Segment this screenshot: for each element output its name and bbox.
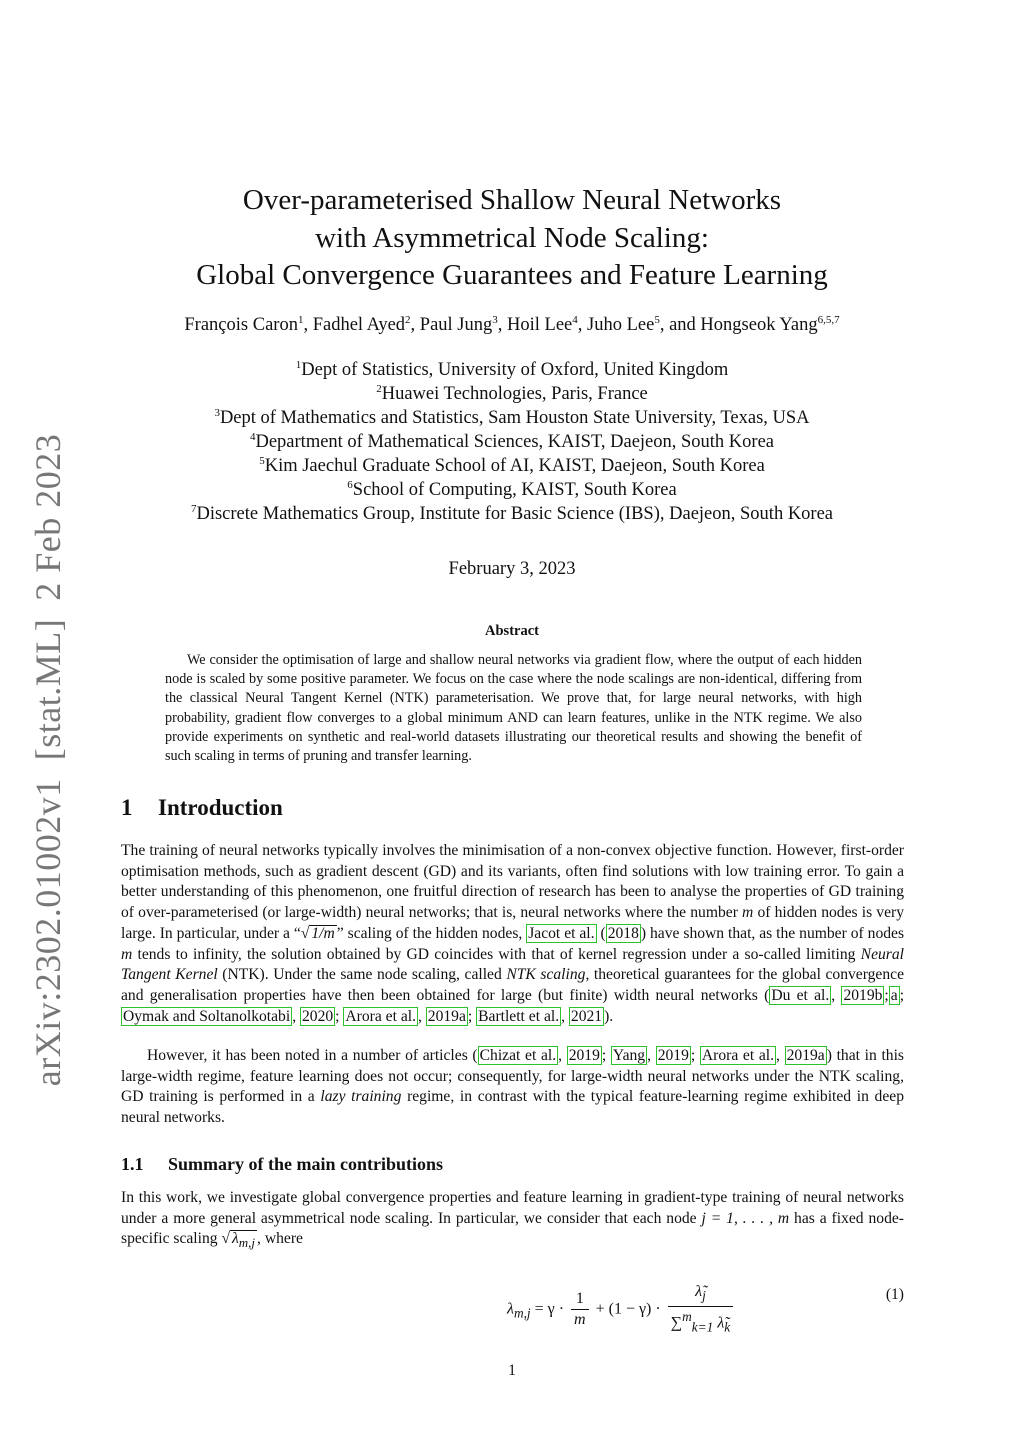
frac-denominator (668, 1307, 733, 1338)
citation-link[interactable]: 2021 (570, 1007, 603, 1025)
text-run: ) that in this large-width regime, feature learning does not occur; consequently, for large-width neural networks under the NTK scaling, GD training is performed in a (121, 1047, 904, 1106)
text-run: tends to infinity, the solution obtained by GD coincides with that of kernel regression under a so-called limiting (132, 945, 861, 963)
sqrt-icon: √ (221, 1230, 231, 1248)
abstract-heading: Abstract (485, 623, 539, 639)
equation-number: (1) (885, 1286, 904, 1303)
eq-lambda-tilde: λ̃ (713, 1314, 725, 1332)
text-run: However, it has been noted in a number of articles ( (147, 1047, 478, 1064)
citation-link[interactable]: Yang (612, 1047, 646, 1064)
math-sub: m,j (238, 1235, 256, 1251)
affil-text: School of Computing, KAIST, South Korea (352, 480, 677, 500)
eq-lambda-tilde: λ̃ (695, 1283, 703, 1300)
affiliation (0, 382, 1024, 406)
affil-text: Discrete Mathematics Group, Institute for Basic Science (IBS), Daejeon, South Korea (196, 504, 834, 524)
text-run: ). (604, 1007, 614, 1025)
math-sqrt (230, 1230, 257, 1250)
affil-text: Huawei Technologies, Paris, France (381, 384, 648, 404)
citation-link[interactable]: 2019 (568, 1047, 600, 1064)
text-run: (NTK). Under the same node scaling, called (217, 966, 507, 984)
eq-lhs-sub: m,j (513, 1305, 531, 1321)
citation-link[interactable]: Bartlett et al. (478, 1007, 560, 1025)
author-sep: , (303, 315, 313, 335)
frac-numerator (668, 1282, 733, 1307)
citation-link[interactable]: 2018 (607, 924, 639, 942)
text-run: has a fixed node-specific scaling (121, 1209, 904, 1248)
author-affil-sup: 6,5,7 (817, 314, 840, 326)
math-sqrt: 1/m (311, 924, 335, 942)
author-sep: , and (659, 315, 701, 335)
text-run: ” scaling of the hidden nodes, (336, 924, 527, 942)
affiliation (0, 454, 1024, 478)
eq-sup: m (682, 1309, 692, 1325)
sum-icon: ∑ (670, 1314, 683, 1332)
intro-paragraph-2: However, it has been noted in a number of articles ( Chizat et al. , 2019 ; Yang , 2019 ; Arora et al. , 2019a ) that in this large-width regime, feature learning does not occur; consequently, for large-width neural networks under the NTK scaling, GD training is performed in a lazy training regime, in contrast with the typical feature-learning regime exhibited in deep neural networks. (121, 1047, 904, 1127)
affiliation (0, 406, 1024, 430)
citation-link[interactable]: 2019a (427, 1007, 466, 1025)
text-run: In this work, we investigate global convergence properties and feature learning in gradient-type training of neural networks under a more general asymmetrical node scaling. In particular, we consider that each node (121, 1189, 904, 1227)
math-m: m (742, 904, 754, 922)
section-heading (121, 795, 283, 821)
text-run: regime, in contrast with the typical feature-learning regime exhibited in deep neural networks. (121, 1088, 904, 1127)
citation-link[interactable]: 2019 (657, 1047, 689, 1064)
eq-lhs: λ (507, 1300, 514, 1318)
author-affil-sup: 4 (572, 314, 578, 326)
citation-link[interactable]: 2019b (843, 986, 883, 1004)
affil-text: Kim Jaechul Graduate School of AI, KAIST, Daejeon, South Korea (264, 456, 765, 476)
equation-1 (121, 1268, 904, 1335)
paper-date: February 3, 2023 (448, 559, 576, 579)
intro-paragraph-1: The training of neural networks typically involves the minimisation of a non-convex objective function. However, first-order optimisation methods, such as gradient descent (GD) and its variants, often find solutions with low training error. To gain a better understanding of this phenomenon, one fruitful direction of research has been to analyse the properties of GD training of over-parameterised (or large-width) neural networks; that is, neural networks where the number m of hidden nodes is very large. In particular, under a “√ 1/m ” scaling of the hidden nodes, Jacot et al. ( 2018 ) have shown that, as the number of nodes m tends to infinity, the solution obtained by GD coincides with that of kernel regression under a so-called limiting Neural Tangent Kernel (NTK). Under the same node scaling, called NTK scaling, theoretical guarantees for the global convergence and generalisation properties have then been obtained for large (but finite) width neural networks ( Du et al. , 2019b ; a ; Oymak and Soltanolkotabi , 2020 ; Arora et al. , 2019a ; Bartlett et al. , 2021 ). (121, 842, 905, 1025)
paper-title (0, 182, 1024, 295)
eq-fraction-2 (668, 1282, 733, 1338)
emphasis: NTK scaling (506, 966, 586, 984)
citation-link[interactable]: a (890, 986, 898, 1004)
eq-sub: k (724, 1319, 731, 1335)
title-line: Over-parameterised Shallow Neural Networks (242, 184, 782, 216)
citation-link[interactable]: Arora et al. (701, 1047, 775, 1064)
author-sep: , (410, 315, 420, 335)
affil-sup: 2 (376, 383, 382, 395)
author-name: Fadhel Ayed (312, 315, 406, 335)
author-name: Juho Lee (587, 315, 655, 335)
affil-text: Dept of Mathematics and Statistics, Sam Houston State University, Texas, USA (219, 408, 810, 428)
page-number: 1 (508, 1362, 516, 1379)
subsection-number: 1.1 (121, 1154, 144, 1174)
section-number: 1 (121, 795, 133, 820)
emphasis: lazy training (320, 1088, 402, 1106)
affiliation (0, 430, 1024, 454)
citation-link[interactable]: Du et al. (771, 986, 830, 1004)
affiliation-list (0, 358, 1024, 526)
sqrt-icon: √ (300, 924, 310, 942)
citation-link[interactable]: Jacot et al. (528, 924, 595, 942)
math-range: j = 1, . . . , m (701, 1209, 790, 1227)
text-run: have shown that, as the number of nodes (646, 924, 905, 942)
affil-sup: 6 (347, 479, 353, 491)
affil-sup: 4 (249, 431, 256, 443)
subsection-title: Summary of the main contributions (168, 1154, 444, 1174)
author-name: Hongseok Yang (700, 315, 818, 335)
abstract-text: We consider the optimisation of large and shallow neural networks via gradient flow, where the output of each hidden node is scaled by some positive parameter. We focus on the case where the node scalings are non-identical, differing from the classical Neural Tangent Kernel (NTK) parameterisation. We prove that, for large neural networks, with high probability, gradient flow converges to a global minimum AND can learn features, unlike in the NTK regime. We also provide experiments on synthetic and real-world datasets illustrating our theoretical results and showing the benefit of such scaling in terms of pruning and transfer learning. (165, 652, 862, 765)
equation-body (507, 1282, 736, 1338)
affil-sup: 3 (214, 407, 220, 419)
affiliation (0, 358, 1024, 382)
affil-sup: 1 (295, 359, 302, 371)
math-lambda: λ (232, 1230, 239, 1248)
emphasis: Neural Tangent Kernel (121, 945, 904, 984)
math-m: m (121, 945, 133, 963)
frac-denominator: m (574, 1311, 586, 1329)
frac-numerator: 1 (571, 1289, 589, 1310)
citation-link[interactable]: 2020 (301, 1007, 334, 1025)
affil-sup: 7 (190, 503, 197, 515)
section-title: Introduction (158, 795, 283, 820)
affiliation (0, 478, 1024, 502)
eq-operator: = γ · (530, 1300, 569, 1318)
affil-sup: 5 (259, 455, 265, 467)
eq-sub: k=1 (691, 1319, 714, 1335)
affil-text: Department of Mathematical Sciences, KAIST, Daejeon, South Korea (255, 432, 774, 452)
text-run: of hidden nodes is very large. In particular, under a “ (121, 904, 904, 942)
author-name: Hoil Lee (507, 315, 573, 335)
eq-fraction-1 (571, 1289, 589, 1330)
author-sep: , (497, 315, 508, 335)
author-sep: , (577, 315, 588, 335)
author-affil-sup: 2 (405, 314, 411, 326)
citation-link[interactable]: Chizat et al. (479, 1047, 557, 1064)
eq-sub: j (702, 1288, 706, 1304)
subsection-heading (121, 1154, 443, 1175)
author-affil-sup: 3 (492, 314, 498, 326)
title-line: Global Convergence Guarantees and Feature Learning (196, 259, 828, 291)
citation-link[interactable]: Arora et al. (345, 1007, 416, 1025)
affil-text: Dept of Statistics, University of Oxford, United Kingdom (301, 360, 729, 380)
author-name: Paul Jung (419, 315, 493, 335)
text-run: , where (257, 1230, 303, 1248)
affiliation (0, 502, 1024, 526)
eq-operator: + (1 − γ) · (591, 1300, 665, 1318)
arxiv-category: [stat.ML] (28, 618, 68, 761)
arxiv-id: arXiv:2302.01002v1 (28, 778, 68, 1087)
citation-link[interactable]: Oymak and Soltanolkotabi (123, 1007, 291, 1025)
text-run: The training of neural networks typically involves the minimisation of a non-convex objective function. However, first-order optimisation methods, such as gradient descent (GD) and its variants, often find solutions with low training error. To gain a better understanding of this phenomenon, one fruitful direction of research has been to analyse the properties of GD training of over-parameterised (or large-width) neural networks; that is, neural networks where the number (121, 842, 904, 922)
author-list (0, 315, 1024, 336)
author-name: François Caron (184, 315, 298, 335)
contrib-paragraph (121, 1188, 904, 1251)
arxiv-date: 2 Feb 2023 (28, 433, 68, 601)
citation-link[interactable]: 2019a (786, 1047, 825, 1064)
text-run: , theoretical guarantees for the global convergence and generalisation properties have then been obtained for large (but finite) width neural networks ( (121, 966, 904, 1004)
author-affil-sup: 5 (654, 314, 660, 326)
title-line: with Asymmetrical Node Scaling: (315, 221, 709, 254)
author-affil-sup: 1 (297, 314, 304, 326)
